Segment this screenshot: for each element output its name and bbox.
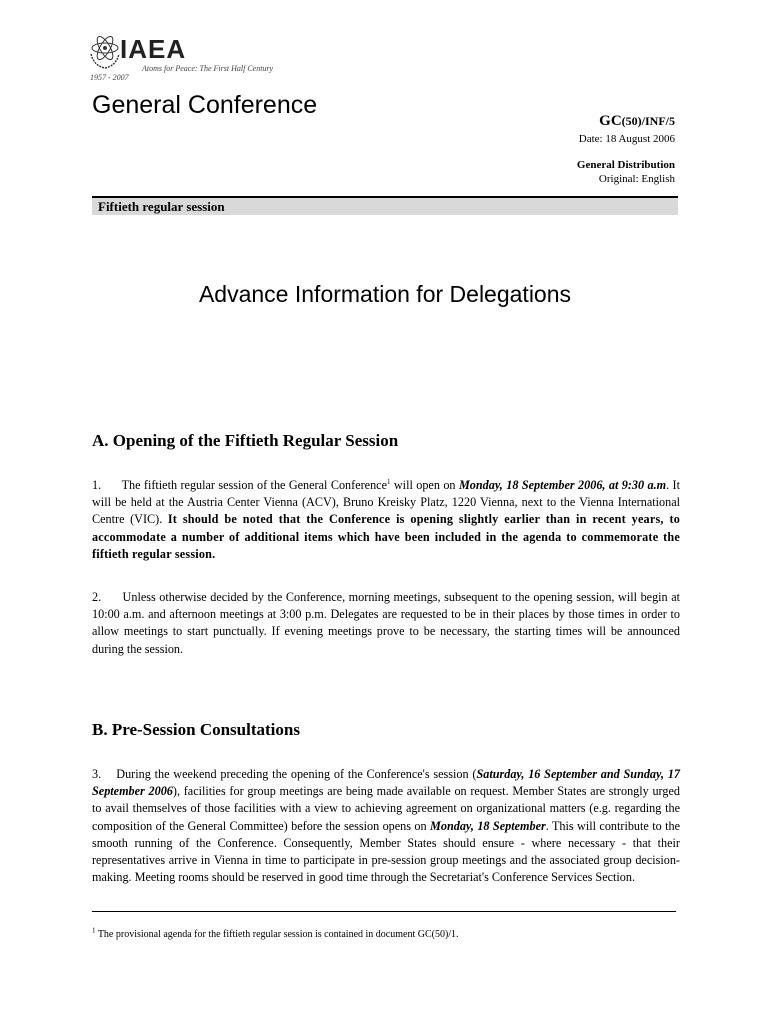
session-label: Fiftieth regular session <box>98 199 225 214</box>
para-number: 2. <box>92 590 102 604</box>
footnote <box>92 926 459 940</box>
doc-suffix: (50)/INF/5 <box>621 114 675 128</box>
doc-prefix: GC <box>599 113 622 129</box>
distribution: General Distribution <box>576 159 675 171</box>
footnote-separator <box>92 911 676 912</box>
footnote-ref: 1 <box>386 477 391 486</box>
section-b-heading: B. Pre-Session Consultations <box>92 720 300 739</box>
paragraph-2 <box>92 589 680 658</box>
para-emphasis: Saturday, 16 September and Sunday, 17 September 2006 <box>92 767 681 799</box>
section-a-heading: A. Opening of the Fiftieth Regular Session <box>92 431 399 450</box>
original-language: Original: English <box>598 173 675 185</box>
footnote-text: The provisional agenda for the fiftieth regular session is contained in document GC(50)/1. <box>95 929 459 940</box>
org-years: 1957 - 2007 <box>90 73 129 82</box>
iaea-emblem-icon <box>88 28 122 72</box>
para-text: During the weekend preceding the opening of the Conference's session ( <box>116 767 477 781</box>
session-bar <box>92 196 678 215</box>
para-number: 1. <box>92 478 102 492</box>
paragraph-3 <box>92 766 680 886</box>
para-emphasis: Monday, 18 September <box>430 818 546 833</box>
document-date: Date: 18 August 2006 <box>578 133 675 145</box>
para-number: 3. <box>92 767 102 781</box>
para-text: Unless otherwise decided by the Conference, morning meetings, subsequent to the opening session, will begin at 10:00 a.m. and afternoon meetings at 3:00 p.m. Delegates are requested to be in their places by those times in order to allow meetings to start punctually. If evening meetings prove to be necessary, the starting times will be announced during the session. <box>92 590 681 656</box>
para-text: . This will contribute to the smooth running of the Conference. Consequently, Member States should ensure - where necessary - that their representatives arrive in Vienna in time to participate in pre-session group meetings and the associated group decision-making. Meeting rooms should be reserved in good time through the Secretariat's Conference Services Section. <box>92 818 681 885</box>
conference-title: General Conference <box>92 91 318 119</box>
para-text: ), facilities for group meetings are being made available on request. Member States are strongly urged to avail themselves of those facilities with a view to achieving agreement on organizational matters (e.g. regarding the composition of the General Committee) before the session opens on <box>92 784 680 833</box>
para-bold: It should be noted that the Conference is opening slightly earlier than in recent years, to accommodate a number of additional items which have been included in the agenda to commemorate the fiftieth regular session. <box>92 512 680 561</box>
document-number <box>599 113 675 130</box>
org-name: IAEA <box>120 34 187 64</box>
para-text: will open on <box>390 478 459 492</box>
document-title: Advance Information for Delegations <box>198 281 572 307</box>
para-text: The fiftieth regular session of the General Conference <box>121 478 387 492</box>
paragraph-1 <box>92 477 680 563</box>
para-text: . It will be held at the Austria Center Vienna (ACV), Bruno Kreisky Platz, 1220 Vienna, next to the Vienna International Centre (VIC). <box>92 478 681 527</box>
footnote-mark: 1 <box>92 926 96 935</box>
para-emphasis: Monday, 18 September 2006, at 9:30 a.m <box>458 478 667 492</box>
org-motto: Atoms for Peace: The First Half Century <box>142 64 274 73</box>
